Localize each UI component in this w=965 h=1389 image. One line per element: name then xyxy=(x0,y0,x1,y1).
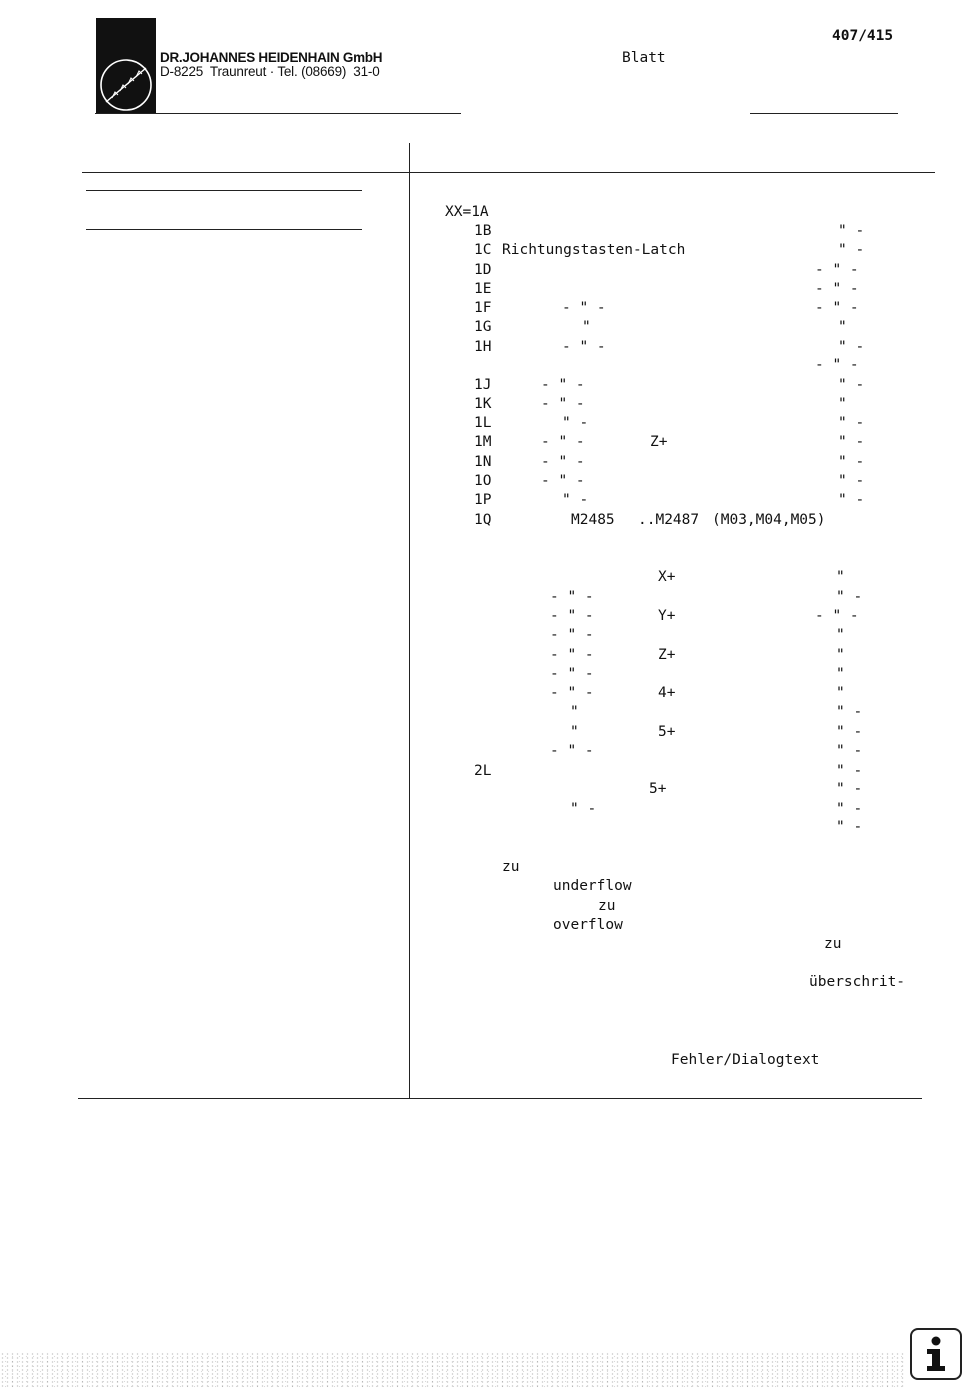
axis-label-5-2l: 5+ xyxy=(649,781,667,797)
heidenhain-logo-icon xyxy=(96,18,156,76)
mark-ax-r4: " xyxy=(836,627,845,643)
mark-ax-r14: " - xyxy=(836,819,863,835)
row-code-1j: 1J xyxy=(474,377,492,393)
document-number: 407/415 xyxy=(832,28,894,44)
axis-label-4: 4+ xyxy=(658,685,676,701)
header-rule-left xyxy=(95,113,461,114)
mark-ax-r9: " - xyxy=(836,724,863,740)
row-code-1b: 1B xyxy=(474,223,492,239)
marker-m2487: ..M2487 xyxy=(638,512,700,528)
row-code-1g: 1G xyxy=(474,319,492,335)
mark-ax-r1: " xyxy=(836,569,845,585)
mark-r1o-left: - " - xyxy=(541,473,585,489)
mark-ax-r3: - " - xyxy=(815,608,859,624)
row-code-1h: 1H xyxy=(474,339,492,355)
mark-r1d: - " - xyxy=(815,262,859,278)
text-zu-1: zu xyxy=(502,859,520,875)
text-zu-2: zu xyxy=(598,898,616,914)
mark-r1n-right: " - xyxy=(838,454,865,470)
row-code-2l: 2L xyxy=(474,763,492,779)
text-underflow: underflow xyxy=(553,878,632,894)
text-overflow: overflow xyxy=(553,917,623,933)
row-code-1c: 1C xyxy=(474,242,492,258)
row-text-richtungstasten-latch: Richtungstasten-Latch xyxy=(502,242,686,258)
mark-r1j-left: - " - xyxy=(541,377,585,393)
axis-label-5: 5+ xyxy=(658,724,676,740)
mark-ax-r7: " xyxy=(836,685,845,701)
bottom-rule xyxy=(78,1098,922,1099)
mark-r1i-right: - " - xyxy=(815,357,859,373)
axis-label-x: X+ xyxy=(658,569,676,585)
mark-ax-l10: " - xyxy=(570,801,597,817)
mark-r1g-right: " xyxy=(838,319,847,335)
company-address: D-8225 Traunreut · Tel. (08669) 31-0 xyxy=(160,64,380,79)
row-code-1q: 1Q xyxy=(474,512,492,528)
mark-r1g-left: " xyxy=(582,319,591,335)
mark-ax-l8: " xyxy=(570,724,579,740)
row-code-1o: 1O xyxy=(474,473,492,489)
axis-label-y: Y+ xyxy=(658,608,676,624)
m-codes: (M03,M04,M05) xyxy=(712,512,826,528)
mark-ax-l7: " xyxy=(570,704,579,720)
mark-ax-l3: - " - xyxy=(550,627,594,643)
row-code-1a: XX=1A xyxy=(445,204,489,220)
mark-ax-r13: " - xyxy=(836,801,863,817)
header-rule-right xyxy=(750,113,898,114)
mark-r1p-right: " - xyxy=(838,492,865,508)
mark-r1e: - " - xyxy=(815,281,859,297)
mark-r1f-right: - " - xyxy=(815,300,859,316)
left-rule-1 xyxy=(86,190,362,191)
scan-noise xyxy=(0,1352,905,1389)
mark-r1h-left: - " - xyxy=(562,339,606,355)
mark-r1b: " - xyxy=(838,223,865,239)
mark-r1j-right: " - xyxy=(838,377,865,393)
mark-r1p-left: " - xyxy=(562,492,589,508)
info-icon[interactable] xyxy=(910,1328,962,1380)
mark-ax-r6: " xyxy=(836,666,845,682)
mark-r1l-left: " - xyxy=(562,415,589,431)
mark-ax-r12: " - xyxy=(836,781,863,797)
mark-ax-r8: " - xyxy=(836,704,863,720)
column-header-rule xyxy=(82,172,935,173)
axis-label-z: Z+ xyxy=(658,647,676,663)
mark-r1k-right: " xyxy=(838,396,847,412)
mark-r1k-left: - " - xyxy=(541,396,585,412)
mark-r1f-left: - " - xyxy=(562,300,606,316)
mark-r1h-right: " - xyxy=(838,339,865,355)
text-fehler-dialogtext: Fehler/Dialogtext xyxy=(671,1052,820,1068)
mark-ax-l6: - " - xyxy=(550,685,594,701)
mark-ax-l9: - " - xyxy=(550,743,594,759)
mark-r1l-right: " - xyxy=(838,415,865,431)
text-ueberschrit: überschrit- xyxy=(809,974,906,990)
row-code-1p: 1P xyxy=(474,492,492,508)
mark-ax-r10: " - xyxy=(836,743,863,759)
row-code-1n: 1N xyxy=(474,454,492,470)
mark-ax-l1: - " - xyxy=(550,589,594,605)
mark-ax-l5: - " - xyxy=(550,666,594,682)
row-code-1d: 1D xyxy=(474,262,492,278)
mark-ax-l2: - " - xyxy=(550,608,594,624)
mark-r1n-left: - " - xyxy=(541,454,585,470)
axis-label-z-1m: Z+ xyxy=(650,434,668,450)
row-code-1m: 1M xyxy=(474,434,492,450)
company-name: DR.JOHANNES HEIDENHAIN GmbH xyxy=(160,50,383,65)
mark-ax-r2: " - xyxy=(836,589,863,605)
row-code-1e: 1E xyxy=(474,281,492,297)
mark-r1c: " - xyxy=(838,242,865,258)
column-divider xyxy=(409,143,410,1099)
text-zu-3: zu xyxy=(824,936,842,952)
sheet-label: Blatt xyxy=(622,50,666,66)
mark-ax-r5: " xyxy=(836,647,845,663)
mark-ax-l4: - " - xyxy=(550,647,594,663)
left-rule-2 xyxy=(86,229,362,230)
row-code-1l: 1L xyxy=(474,415,492,431)
mark-ax-r11: " - xyxy=(836,763,863,779)
mark-r1m-right: " - xyxy=(838,434,865,450)
mark-r1m-left: - " - xyxy=(541,434,585,450)
row-code-1k: 1K xyxy=(474,396,492,412)
marker-m2485: M2485 xyxy=(571,512,615,528)
row-code-1f: 1F xyxy=(474,300,492,316)
mark-r1o-right: " - xyxy=(838,473,865,489)
